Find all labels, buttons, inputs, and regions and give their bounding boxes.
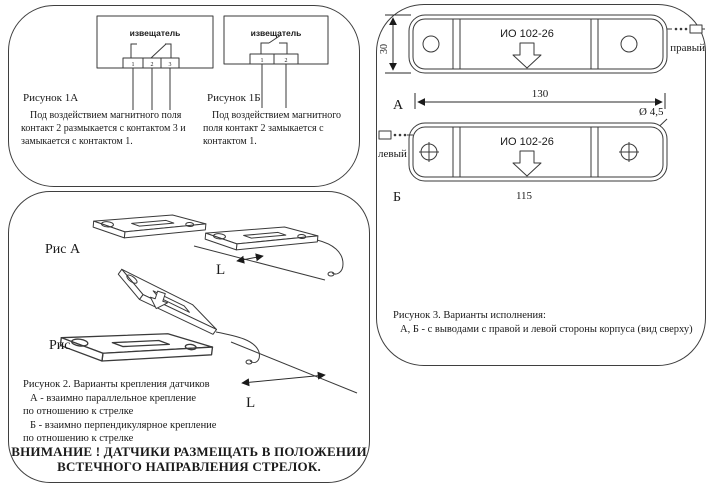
length-dimension-a — [415, 88, 665, 109]
wire-plug — [690, 25, 702, 33]
device-a-model: ИО 102-26 — [500, 28, 554, 40]
caption-line: Рисунок 2. Варианты крепления датчиков — [23, 379, 210, 390]
warning-text — [9, 444, 369, 474]
caption-line: А, Б - с выводами с правой и левой стороны корпуса (вид сверху) — [400, 323, 693, 335]
figure1b-description: Под воздействием магнитного поля контакт 2 замыкается с контактом 1. — [203, 110, 342, 147]
terminal-2-label: 2 — [150, 62, 154, 68]
sensor-drawing — [92, 208, 206, 245]
fig-a-label: Рис А — [45, 242, 81, 257]
hole-diameter-label: Ø 4,5 — [639, 106, 664, 118]
wire-dot — [399, 134, 402, 137]
figure3-caption — [393, 309, 693, 336]
detector-label-a: извещатель — [129, 28, 181, 38]
wire-dot — [680, 28, 683, 31]
caption-line: по отношению к стрелке — [23, 433, 134, 444]
figure1-panel — [8, 5, 360, 187]
dim-l-a: L — [216, 262, 226, 278]
warning-line-2: ВСТЕЧНОГО НАПРАВЛЕНИЯ СТРЕЛОК. — [57, 459, 321, 474]
detector-schematic-a — [87, 14, 227, 114]
fig-b-label: Рис — [49, 338, 71, 353]
figure2-caption — [23, 378, 256, 446]
wire-dot — [394, 134, 397, 137]
caption-line: А - взаимно параллельное крепление — [30, 392, 197, 404]
variant-a-label: А — [393, 98, 404, 113]
alignment-line-a — [194, 246, 325, 280]
figure1b-caption: Рисунок 1Б — [207, 92, 261, 104]
wire-dot — [404, 134, 407, 137]
wire-plug — [379, 131, 391, 139]
device-b-side-label: левый — [378, 148, 407, 160]
height-dimension — [379, 15, 411, 73]
caption-line: Б - взаимно перпендикулярное крепление — [30, 419, 217, 431]
wire-dot — [675, 28, 678, 31]
figure2-panel — [8, 191, 370, 483]
warning-line-1: ВНИМАНИЕ ! ДАТЧИКИ РАЗМЕЩАТЬ В ПОЛОЖЕНИИ — [11, 444, 367, 459]
terminal-1-label: 1 — [260, 58, 264, 64]
device-a-top-view — [409, 15, 705, 73]
terminal-2-label: 2 — [284, 58, 288, 64]
terminal-3-label: 3 — [168, 62, 172, 68]
device-b-model: ИО 102-26 — [500, 136, 554, 148]
terminal-1-label: 1 — [131, 62, 135, 68]
dim-l-b: L — [246, 395, 256, 411]
caption-line: Рисунок 3. Варианты исполнения: — [393, 310, 546, 321]
device-a-side-label: правый — [670, 42, 705, 54]
sensor-cable — [317, 240, 343, 274]
device-b-top-view — [378, 123, 667, 181]
figure1a-caption: Рисунок 1А — [23, 92, 79, 104]
dim-130: 130 — [531, 88, 549, 100]
sensor-drawing — [204, 220, 318, 257]
caption-line: по отношению к стрелке — [23, 406, 134, 417]
dim-115: 115 — [515, 190, 533, 202]
variant-b-label: Б — [393, 190, 402, 205]
sensor-cable — [216, 332, 259, 363]
device-body — [409, 15, 667, 73]
figure1a-description: Под воздействием магнитного поля контакт 2 размыкается с контактом 3 и замыкается с контактом 1. — [21, 110, 186, 147]
detector-label-b: извещатель — [250, 28, 302, 38]
housing-variants-drawing — [377, 5, 705, 305]
figure3-panel — [376, 4, 706, 366]
dim-30: 30 — [379, 44, 390, 54]
distance-arrow-b — [242, 375, 325, 383]
sensor-drawing — [59, 321, 213, 374]
wire-dot — [685, 28, 688, 31]
